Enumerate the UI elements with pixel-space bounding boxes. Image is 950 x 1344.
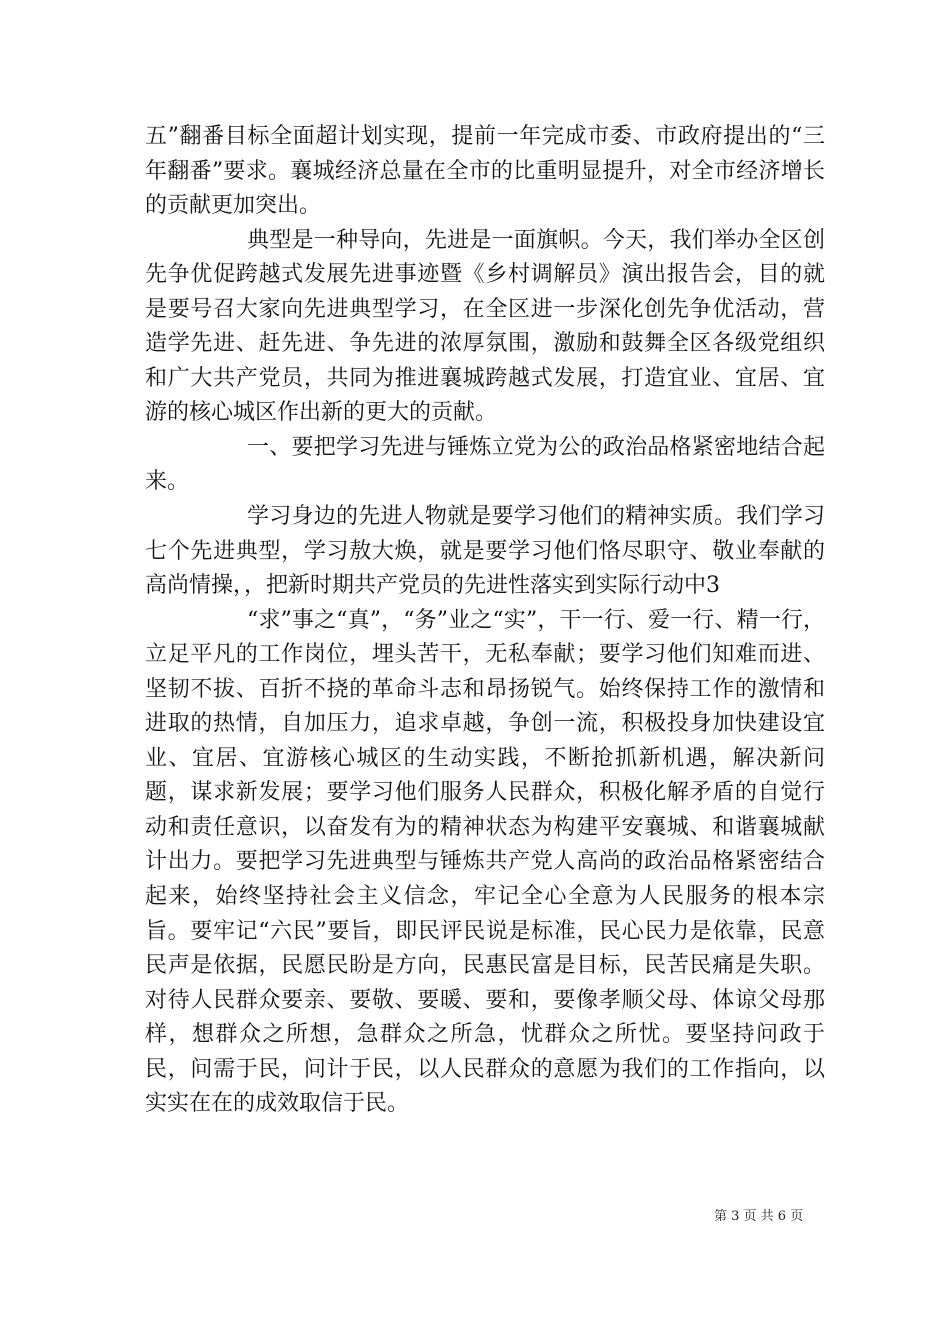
paragraph-5: “求”事之“真”，“务”业之“实”，干一行、爱一行、精一行，立足平凡的工作岗位，埋头苦干，无私奉献；要学习他们知难而进、坚韧不拔、百折不挠的革命斗志和昂扬锐气。始终保持工作的激情和进取的热情，自加压力，追求卓越，争创一流，积极投身加快建设宜业、宜居、宜游核心城区的生动实践，不断抢抓新机遇，解决新问题，谋求新发展；要学习他们服务人民群众，积极化解矛盾的自觉行动和责任意识，以奋发有为的精神状态为构建平安襄城、和谐襄城献计出力。要把学习先进典型与锤炼共产党人高尚的政治品格紧密结合起来，始终坚持社会主义信念，牢记全心全意为人民服务的根本宗旨。要牢记“六民”要旨，即民评民说是标准，民心民力是依靠，民意民声是依据，民愿民盼是方向，民惠民富是目标，民苦民痛是失职。对待人民群众要亲、要敬、要暖、要和，要像孝顺父母、体谅父母那样，想群众之所想，急群众之所急，忧群众之所忧。要坚持问政于民，问需于民，问计于民，以人民群众的意愿为我们的工作指向，以实实在在的成效取信于民。	[145, 607, 825, 1117]
page-number-footer: 第 3 页 共 6 页	[714, 1209, 804, 1224]
paragraph-2: 典型是一种导向，先进是一面旗帜。今天，我们举办全区创先争优促跨越式发展先进事迹暨《乡村调解员》演出报告会，目的就是要号召大家向先进典型学习，在全区进一步深化创先争优活动，营造学先进、赶先进、争先进的浓厚氛围，激励和鼓舞全区各级党组织和广大共产党员，共同为推进襄城跨越式发展，打造宜业、宜居、宜游的核心城区作出新的更大的贡献。	[145, 227, 825, 426]
paragraph-4: 学习身边的先进人物就是要学习他们的精神实质。我们学习七个先进典型，学习敖大焕，就是要学习他们恪尽职守、敬业奉献的高尚情操，，把新时期共产党员的先进性落实到实际行动中3	[145, 504, 825, 599]
paragraph-3-heading: 一、要把学习先进与锤炼立党为公的政治品格紧密地结合起来。	[145, 434, 825, 495]
document-body	[145, 120, 825, 1122]
paragraph-1: 五”翻番目标全面超计划实现，提前一年完成市委、市政府提出的“三年翻番”要求。襄城经济总量在全市的比重明显提升，对全市经济增长的贡献更加突出。	[145, 124, 825, 219]
